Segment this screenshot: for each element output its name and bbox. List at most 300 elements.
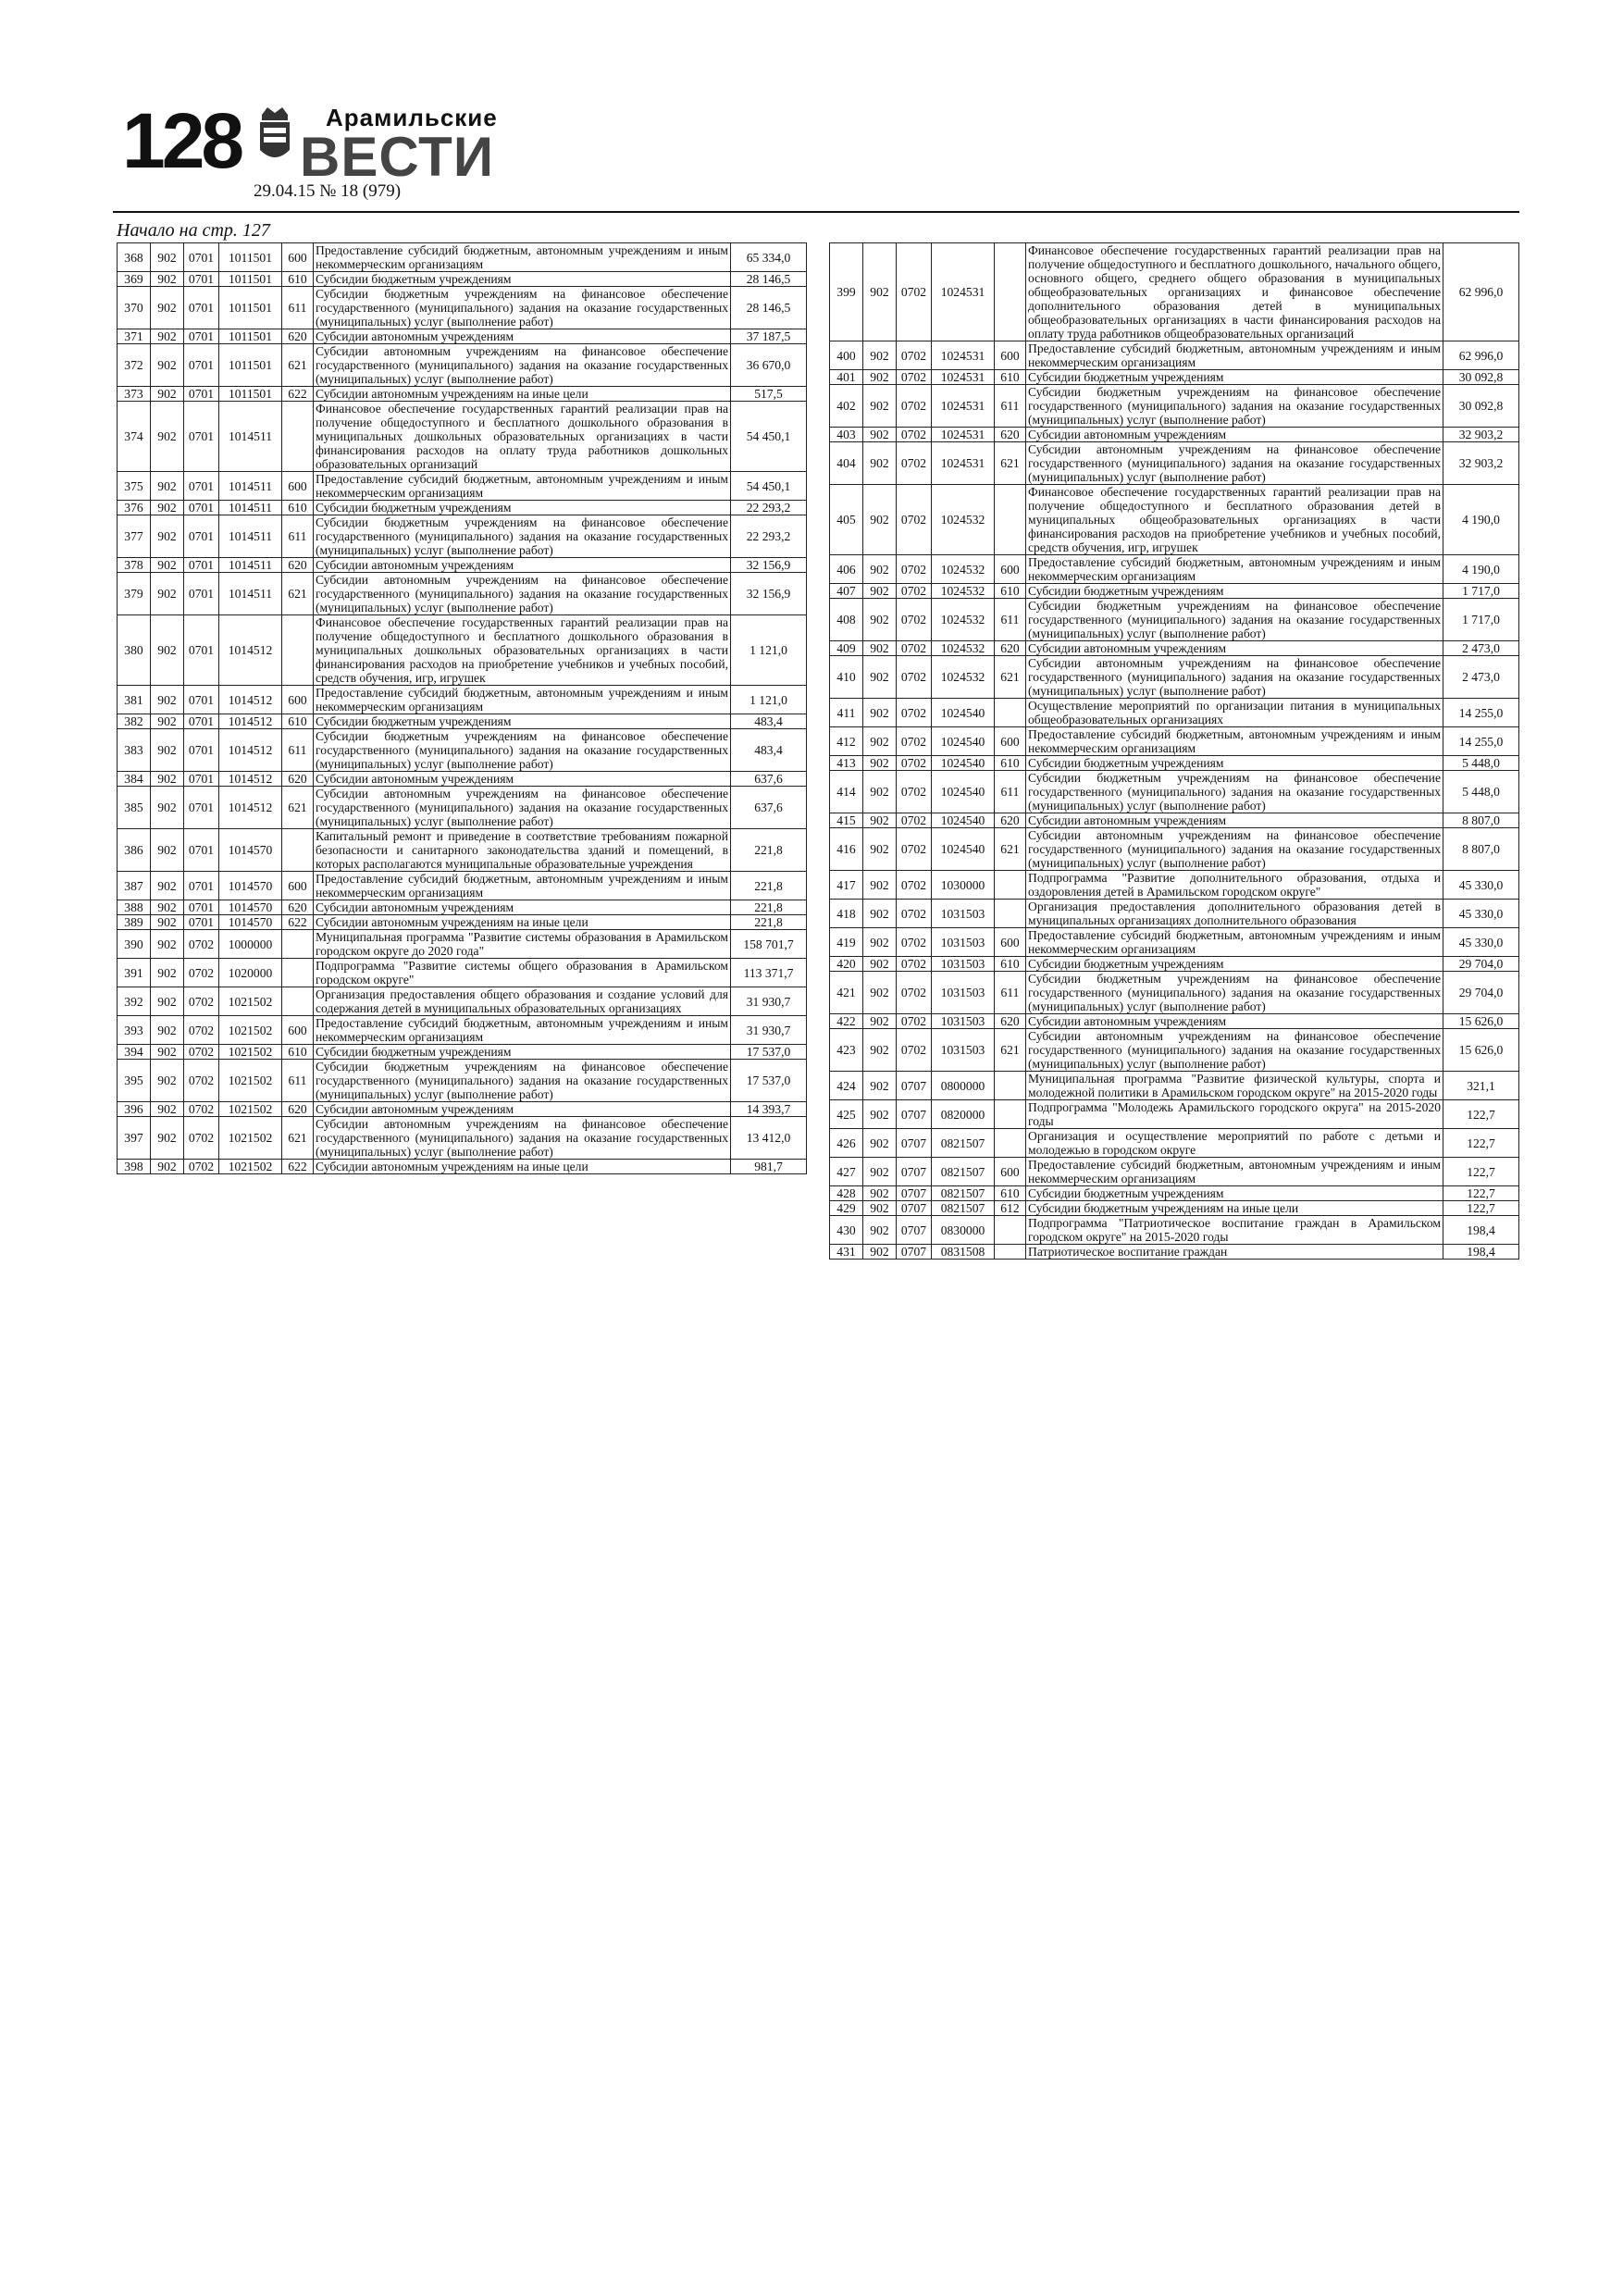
amount: 65 334,0 [731,243,807,272]
amount: 31 930,7 [731,1016,807,1045]
row-number: 409 [830,641,863,656]
description: Предоставление субсидий бюджетным, автономным учреждениям и иным некоммерческим организациям [1026,1158,1443,1186]
table-row [118,714,807,729]
expense-type-code [282,959,314,987]
description: Субсидии автономным учреждениям на иные цели [314,915,731,930]
row-number: 431 [830,1245,863,1260]
description: Субсидии бюджетным учреждениям на финансовое обеспечение государственного (муниципального) задания на оказание государственных (муниципальных) услуг (выполнение работ) [1026,385,1443,428]
amount: 483,4 [731,714,807,729]
row-number: 416 [830,828,863,871]
expense-type-code [995,1245,1026,1260]
amount: 36 670,0 [731,344,807,387]
table-row [830,727,1519,756]
description: Субсидии бюджетным учреждениям на финансовое обеспечение государственного (муниципального) задания на оказание государственных (муниципальных) услуг (выполнение работ) [1026,771,1443,813]
section-code: 0702 [184,1102,219,1117]
amount: 483,4 [731,729,807,772]
row-number: 415 [830,813,863,828]
ministry-code: 902 [151,729,184,772]
row-number: 419 [830,928,863,957]
expense-type-code [995,900,1026,928]
expense-type-code [995,699,1026,727]
expense-type-code: 612 [995,1201,1026,1216]
expense-type-code [995,243,1026,341]
expense-type-code [995,1072,1026,1100]
section-code: 0702 [184,1060,219,1102]
row-number: 388 [118,900,151,915]
expense-type-code: 621 [282,1117,314,1160]
description: Субсидии бюджетным учреждениям [314,1045,731,1060]
table-row [118,472,807,501]
section-code: 0701 [184,915,219,930]
amount: 1 717,0 [1443,599,1519,641]
ministry-code: 902 [863,555,897,584]
table-row [118,1045,807,1060]
expense-type-code: 621 [995,1029,1026,1072]
row-number: 390 [118,930,151,959]
table-row [830,1186,1519,1201]
ministry-code: 902 [151,1160,184,1174]
description: Субсидии автономным учреждениям на иные цели [314,1160,731,1174]
row-number: 369 [118,272,151,287]
description: Осуществление мероприятий по организации питания в муниципальных общеобразовательных организациях [1026,699,1443,727]
ministry-code: 902 [151,915,184,930]
amount: 15 626,0 [1443,1029,1519,1072]
expense-type-code: 611 [995,599,1026,641]
amount: 22 293,2 [731,501,807,515]
table-row [830,641,1519,656]
expense-type-code: 600 [282,243,314,272]
target-code: 1031503 [932,1014,995,1029]
row-number: 368 [118,243,151,272]
ministry-code: 902 [863,1186,897,1201]
target-code: 1014511 [219,501,282,515]
ministry-code: 902 [863,900,897,928]
table-row [118,787,807,829]
target-code: 1031503 [932,900,995,928]
amount: 17 537,0 [731,1045,807,1060]
ministry-code: 902 [151,558,184,573]
table-row [830,599,1519,641]
amount: 8 807,0 [1443,828,1519,871]
expense-type-code [282,615,314,686]
target-code: 1014511 [219,515,282,558]
amount: 198,4 [1443,1216,1519,1245]
section-code: 0701 [184,872,219,900]
ministry-code: 902 [863,641,897,656]
row-number: 387 [118,872,151,900]
description: Субсидии автономным учреждениям на финансовое обеспечение государственного (муниципального) задания на оказание государственных (муниципальных) услуг (выполнение работ) [314,573,731,615]
table-row [118,772,807,787]
table-row [118,573,807,615]
target-code: 1031503 [932,928,995,957]
amount: 122,7 [1443,1186,1519,1201]
row-number: 426 [830,1129,863,1158]
row-number: 428 [830,1186,863,1201]
ministry-code: 902 [151,573,184,615]
section-code: 0702 [897,555,932,584]
description: Субсидии автономным учреждениям на финансовое обеспечение государственного (муниципального) задания на оказание государственных (муниципальных) услуг (выполнение работ) [1026,656,1443,699]
row-number: 372 [118,344,151,387]
ministry-code: 902 [863,928,897,957]
ministry-code: 902 [151,272,184,287]
target-code: 1014512 [219,714,282,729]
description: Субсидии бюджетным учреждениям [1026,584,1443,599]
description: Финансовое обеспечение государственных гарантий реализации прав на получение общедоступного и бесплатного образования детей в муниципальных общеобразовательных организациях в части финансирования расходов на приобретение учебников и учебных пособий, средств обучения, игр, игрушек [1026,485,1443,555]
expense-type-code: 600 [282,472,314,501]
section-code: 0701 [184,472,219,501]
section-code: 0701 [184,287,219,329]
section-code: 0701 [184,344,219,387]
section-code: 0702 [897,1029,932,1072]
table-row [830,555,1519,584]
target-code: 1014512 [219,615,282,686]
expense-type-code: 611 [995,771,1026,813]
target-code: 1024531 [932,442,995,485]
expense-type-code: 611 [282,515,314,558]
description: Предоставление субсидий бюджетным, автономным учреждениям и иным некоммерческим организациям [314,872,731,900]
ministry-code: 902 [151,772,184,787]
ministry-code: 902 [151,515,184,558]
section-code: 0702 [897,584,932,599]
expense-type-code: 610 [282,501,314,515]
section-code: 0707 [897,1216,932,1245]
description: Финансовое обеспечение государственных гарантий реализации прав на получение общедоступного и бесплатного дошкольного образования в муниципальных дошкольных образовательных организациях в части финансирования расходов на оплату труда работников дошкольных образовательных организаций [314,402,731,472]
section-code: 0701 [184,272,219,287]
description: Подпрограмма "Развитие дополнительного образования, отдыха и оздоровления детей в Арамильском городском округе" [1026,871,1443,900]
section-code: 0702 [897,385,932,428]
target-code: 0820000 [932,1100,995,1129]
section-code: 0702 [184,1045,219,1060]
section-code: 0701 [184,615,219,686]
row-number: 397 [118,1117,151,1160]
amount: 637,6 [731,787,807,829]
expense-type-code: 600 [282,686,314,714]
description: Подпрограмма "Развитие системы общего образования в Арамильском городском округе" [314,959,731,987]
target-code: 1014511 [219,402,282,472]
target-code: 1024540 [932,828,995,871]
section-code: 0701 [184,558,219,573]
amount: 32 903,2 [1443,442,1519,485]
ministry-code: 902 [863,813,897,828]
section-code: 0702 [897,656,932,699]
expense-type-code: 600 [995,1158,1026,1186]
description: Субсидии бюджетным учреждениям на финансовое обеспечение государственного (муниципального) задания на оказание государственных (муниципальных) услуг (выполнение работ) [314,515,731,558]
amount: 122,7 [1443,1201,1519,1216]
continued-note: Начало на стр. 127 [117,220,270,241]
section-code: 0707 [897,1129,932,1158]
description: Субсидии бюджетным учреждениям на финансовое обеспечение государственного (муниципального) задания на оказание государственных (муниципальных) услуг (выполнение работ) [1026,599,1443,641]
table-row [118,558,807,573]
ministry-code: 902 [151,387,184,402]
section-code: 0707 [897,1201,932,1216]
target-code: 1021502 [219,1117,282,1160]
row-number: 378 [118,558,151,573]
row-number: 418 [830,900,863,928]
ministry-code: 902 [863,656,897,699]
section-code: 0702 [897,370,932,385]
amount: 45 330,0 [1443,928,1519,957]
target-code: 1014512 [219,686,282,714]
table-row [830,957,1519,972]
target-code: 1014570 [219,915,282,930]
amount: 2 473,0 [1443,656,1519,699]
section-code: 0701 [184,387,219,402]
amount: 32 903,2 [1443,428,1519,442]
description: Субсидии автономным учреждениям на финансовое обеспечение государственного (муниципального) задания на оказание государственных (муниципальных) услуг (выполнение работ) [314,787,731,829]
ministry-code: 902 [151,243,184,272]
expense-type-code: 620 [282,772,314,787]
amount: 30 092,8 [1443,385,1519,428]
description: Финансовое обеспечение государственных гарантий реализации прав на получение общедоступного и бесплатного дошкольного образования в муниципальных дошкольных образовательных организациях в части финансирования расходов на приобретение учебников и учебных пособий, средств обучения, игр, игрушек [314,615,731,686]
table-row [118,615,807,686]
target-code: 1014570 [219,829,282,872]
amount: 1 717,0 [1443,584,1519,599]
issue-date: 29.04.15 № 18 (979) [254,181,402,201]
expense-type-code: 620 [995,641,1026,656]
table-row [118,915,807,930]
target-code: 1024540 [932,813,995,828]
section-code: 0702 [184,959,219,987]
table-row [830,1029,1519,1072]
row-number: 381 [118,686,151,714]
row-number: 405 [830,485,863,555]
table-row [118,387,807,402]
description: Субсидии бюджетным учреждениям на финансовое обеспечение государственного (муниципального) задания на оказание государственных (муниципальных) услуг (выполнение работ) [1026,972,1443,1014]
table-row [118,287,807,329]
amount: 1 121,0 [731,615,807,686]
target-code: 1014511 [219,558,282,573]
ministry-code: 902 [151,402,184,472]
ministry-code: 902 [863,1014,897,1029]
ministry-code: 902 [151,1045,184,1060]
ministry-code: 902 [151,344,184,387]
ministry-code: 902 [863,584,897,599]
amount: 321,1 [1443,1072,1519,1100]
section-code: 0702 [897,928,932,957]
description: Субсидии автономным учреждениям на финансовое обеспечение государственного (муниципального) задания на оказание государственных (муниципальных) услуг (выполнение работ) [1026,828,1443,871]
description: Предоставление субсидий бюджетным, автономным учреждениям и иным некоммерческим организациям [314,1016,731,1045]
description: Субсидии автономным учреждениям [314,1102,731,1117]
expense-type-code: 621 [282,573,314,615]
row-number: 376 [118,501,151,515]
expense-type-code: 610 [995,1186,1026,1201]
section-code: 0702 [184,1016,219,1045]
target-code: 1024531 [932,428,995,442]
row-number: 427 [830,1158,863,1186]
amount: 32 156,9 [731,573,807,615]
ministry-code: 902 [863,599,897,641]
ministry-code: 902 [863,727,897,756]
table-row [118,329,807,344]
section-code: 0707 [897,1245,932,1260]
description: Капитальный ремонт и приведение в соответствие требованиям пожарной безопасности и санитарного законодательства зданий и помещений, в которых располагаются муниципальные образовательные учреждения [314,829,731,872]
description: Субсидии автономным учреждениям на финансовое обеспечение государственного (муниципального) задания на оказание государственных (муниципальных) услуг (выполнение работ) [1026,1029,1443,1072]
row-number: 422 [830,1014,863,1029]
table-row [118,402,807,472]
description: Субсидии автономным учреждениям на финансовое обеспечение государственного (муниципального) задания на оказание государственных (муниципальных) услуг (выполнение работ) [314,344,731,387]
amount: 14 255,0 [1443,727,1519,756]
paper-title-small: Арамильские [326,104,498,131]
section-code: 0702 [897,1014,932,1029]
row-number: 406 [830,555,863,584]
expense-type-code: 610 [282,272,314,287]
row-number: 425 [830,1100,863,1129]
description: Субсидии автономным учреждениям [1026,641,1443,656]
row-number: 373 [118,387,151,402]
amount: 31 930,7 [731,987,807,1016]
expense-type-code [282,402,314,472]
table-row [830,442,1519,485]
target-code: 1014512 [219,772,282,787]
page-number: 128 [122,97,242,184]
row-number: 403 [830,428,863,442]
description: Субсидии бюджетным учреждениям [314,501,731,515]
row-number: 370 [118,287,151,329]
row-number: 399 [830,243,863,341]
row-number: 400 [830,341,863,370]
section-code: 0701 [184,787,219,829]
table-row [118,243,807,272]
section-code: 0701 [184,829,219,872]
expense-type-code: 610 [282,714,314,729]
expense-type-code: 611 [995,385,1026,428]
table-row [118,900,807,915]
table-row [118,501,807,515]
amount: 221,8 [731,915,807,930]
target-code: 1031503 [932,957,995,972]
row-number: 384 [118,772,151,787]
row-number: 407 [830,584,863,599]
ministry-code: 902 [863,871,897,900]
description: Подпрограмма "Молодежь Арамильского городского округа" на 2015-2020 годы [1026,1100,1443,1129]
table-row [830,385,1519,428]
target-code: 0821507 [932,1186,995,1201]
target-code: 1024532 [932,656,995,699]
amount: 28 146,5 [731,287,807,329]
budget-table-right [829,242,1519,1260]
target-code: 1011501 [219,272,282,287]
amount: 45 330,0 [1443,900,1519,928]
expense-type-code: 610 [995,584,1026,599]
amount: 14 255,0 [1443,699,1519,727]
expense-type-code: 620 [282,329,314,344]
ministry-code: 902 [863,370,897,385]
description: Муниципальная программа "Развитие физической культуры, спорта и молодежной политики в Арамильском городском округе" на 2015-2020 годы [1026,1072,1443,1100]
description: Субсидии автономным учреждениям [314,772,731,787]
row-number: 414 [830,771,863,813]
section-code: 0702 [897,771,932,813]
amount: 15 626,0 [1443,1014,1519,1029]
header-divider [113,211,1519,213]
expense-type-code: 600 [995,555,1026,584]
description: Субсидии автономным учреждениям на иные цели [314,387,731,402]
table-row [118,272,807,287]
expense-type-code: 600 [282,872,314,900]
amount: 221,8 [731,829,807,872]
target-code: 1024531 [932,370,995,385]
description: Предоставление субсидий бюджетным, автономным учреждениям и иным некоммерческим организациям [314,243,731,272]
target-code: 1030000 [932,871,995,900]
expense-type-code: 621 [995,656,1026,699]
amount: 29 704,0 [1443,957,1519,972]
row-number: 392 [118,987,151,1016]
section-code: 0702 [897,900,932,928]
target-code: 1024531 [932,341,995,370]
row-number: 420 [830,957,863,972]
row-number: 410 [830,656,863,699]
target-code: 0830000 [932,1216,995,1245]
table-row [830,485,1519,555]
target-code: 1021502 [219,1016,282,1045]
amount: 5 448,0 [1443,771,1519,813]
ministry-code: 902 [863,771,897,813]
row-number: 394 [118,1045,151,1060]
table-row [830,1201,1519,1216]
description: Субсидии бюджетным учреждениям на финансовое обеспечение государственного (муниципального) задания на оказание государственных (муниципальных) услуг (выполнение работ) [314,729,731,772]
expense-type-code: 610 [282,1045,314,1060]
table-row [830,699,1519,727]
target-code: 1014511 [219,573,282,615]
row-number: 424 [830,1072,863,1100]
ministry-code: 902 [863,385,897,428]
row-number: 379 [118,573,151,615]
ministry-code: 902 [863,428,897,442]
description: Субсидии автономным учреждениям [314,558,731,573]
description: Субсидии бюджетным учреждениям [314,714,731,729]
ministry-code: 902 [863,972,897,1014]
table-row [118,829,807,872]
ministry-code: 902 [863,243,897,341]
amount: 29 704,0 [1443,972,1519,1014]
section-code: 0701 [184,772,219,787]
row-number: 411 [830,699,863,727]
ministry-code: 902 [151,501,184,515]
target-code: 0821507 [932,1201,995,1216]
target-code: 1014512 [219,787,282,829]
description: Субсидии бюджетным учреждениям на иные цели [1026,1201,1443,1216]
amount: 122,7 [1443,1100,1519,1129]
target-code: 1011501 [219,243,282,272]
section-code: 0702 [184,1117,219,1160]
row-number: 383 [118,729,151,772]
ministry-code: 902 [151,900,184,915]
expense-type-code: 611 [282,1060,314,1102]
ministry-code: 902 [151,1016,184,1045]
target-code: 1024532 [932,584,995,599]
amount: 2 473,0 [1443,641,1519,656]
ministry-code: 902 [863,1245,897,1260]
table-row [830,1100,1519,1129]
row-number: 430 [830,1216,863,1245]
table-row [830,1129,1519,1158]
description: Предоставление субсидий бюджетным, автономным учреждениям и иным некоммерческим организациям [1026,727,1443,756]
table-row [830,243,1519,341]
section-code: 0702 [897,243,932,341]
table-row [118,686,807,714]
row-number: 421 [830,972,863,1014]
expense-type-code: 621 [282,787,314,829]
expense-type-code: 600 [995,341,1026,370]
expense-type-code: 622 [282,387,314,402]
target-code: 1024531 [932,385,995,428]
amount: 517,5 [731,387,807,402]
table-row [830,813,1519,828]
target-code: 1021502 [219,1060,282,1102]
amount: 113 371,7 [731,959,807,987]
target-code: 1024532 [932,485,995,555]
description: Субсидии автономным учреждениям [1026,813,1443,828]
target-code: 1031503 [932,972,995,1014]
